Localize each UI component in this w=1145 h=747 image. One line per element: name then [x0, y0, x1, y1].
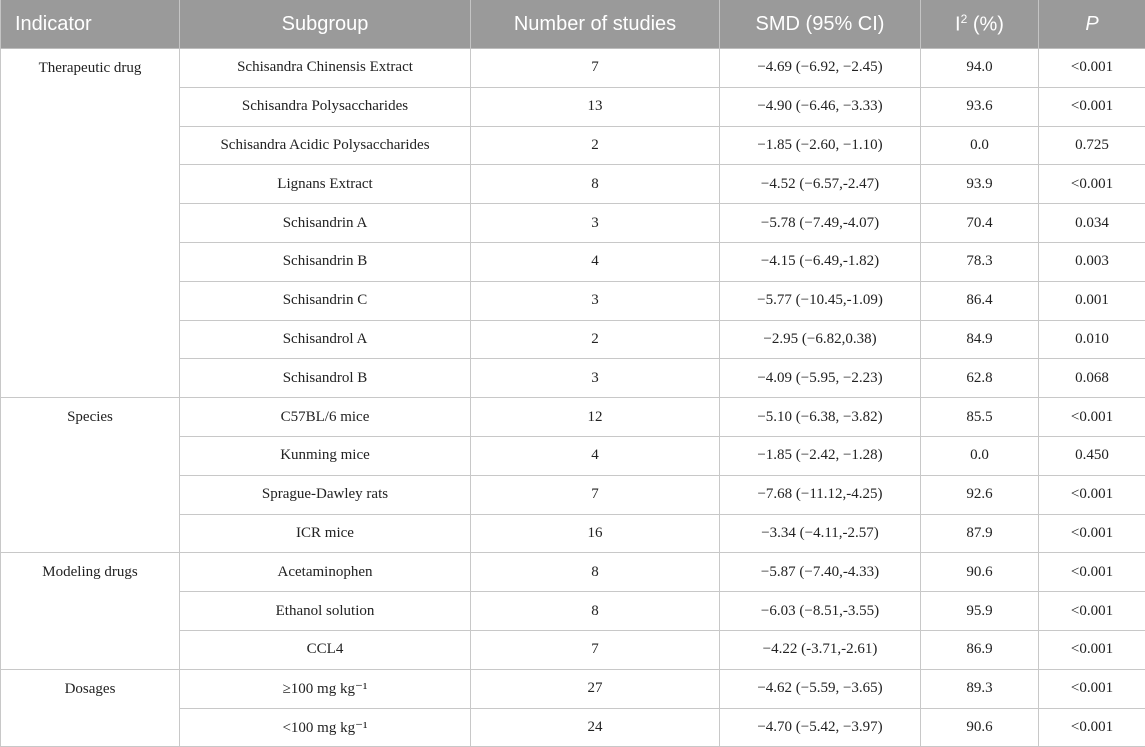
smd-cell: −4.15 (−6.49,-1.82) — [720, 242, 921, 281]
table-header — [1, 0, 1145, 49]
header-row — [1, 0, 1145, 49]
studies-cell: 8 — [471, 592, 720, 631]
smd-cell: −7.68 (−11.12,-4.25) — [720, 475, 921, 514]
table-body — [1, 49, 1145, 747]
studies-cell: 7 — [471, 630, 720, 669]
subgroup-cell: Kunming mice — [180, 436, 471, 475]
p-value-cell: 0.034 — [1039, 204, 1145, 243]
i2-cell: 86.9 — [921, 630, 1039, 669]
studies-cell: 12 — [471, 398, 720, 437]
smd-cell: −4.22 (-3.71,-2.61) — [720, 630, 921, 669]
subgroup-cell: Schisandrin C — [180, 281, 471, 320]
subgroup-cell: Ethanol solution — [180, 592, 471, 631]
studies-cell: 4 — [471, 436, 720, 475]
subgroup-cell: CCL4 — [180, 630, 471, 669]
subgroup-cell: Schisandrin A — [180, 204, 471, 243]
subgroup-cell: C57BL/6 mice — [180, 398, 471, 437]
i2-cell: 70.4 — [921, 204, 1039, 243]
smd-cell: −4.90 (−6.46, −3.33) — [720, 87, 921, 126]
table-row — [1, 49, 1145, 88]
header-i2-unit: (%) — [967, 13, 1004, 35]
p-value-cell: <0.001 — [1039, 592, 1145, 631]
subgroup-cell: Schisandrin B — [180, 242, 471, 281]
i2-cell: 95.9 — [921, 592, 1039, 631]
i2-cell: 0.0 — [921, 126, 1039, 165]
studies-cell: 7 — [471, 475, 720, 514]
p-value-cell: <0.001 — [1039, 49, 1145, 88]
subgroup-cell: Lignans Extract — [180, 165, 471, 204]
header-p-value — [1039, 0, 1145, 49]
header-number-of-studies: Number of studies — [471, 0, 720, 49]
studies-cell: 2 — [471, 320, 720, 359]
studies-cell: 8 — [471, 165, 720, 204]
subgroup-cell: <100 mg kg⁻¹ — [180, 708, 471, 747]
p-value-cell: 0.068 — [1039, 359, 1145, 398]
smd-cell: −5.77 (−10.45,-1.09) — [720, 281, 921, 320]
p-value-cell: <0.001 — [1039, 553, 1145, 592]
subgroup-cell: Schisandrol B — [180, 359, 471, 398]
smd-cell: −6.03 (−8.51,-3.55) — [720, 592, 921, 631]
i2-cell: 90.6 — [921, 708, 1039, 747]
smd-cell: −1.85 (−2.42, −1.28) — [720, 436, 921, 475]
subgroup-cell: Schisandra Chinensis Extract — [180, 49, 471, 88]
subgroup-cell: Acetaminophen — [180, 553, 471, 592]
studies-cell: 24 — [471, 708, 720, 747]
p-value-cell: 0.010 — [1039, 320, 1145, 359]
header-smd: SMD (95% CI) — [720, 0, 921, 49]
studies-cell: 3 — [471, 359, 720, 398]
p-value-cell: <0.001 — [1039, 708, 1145, 747]
smd-cell: −1.85 (−2.60, −1.10) — [720, 126, 921, 165]
i2-cell: 94.0 — [921, 49, 1039, 88]
studies-cell: 13 — [471, 87, 720, 126]
i2-cell: 0.0 — [921, 436, 1039, 475]
studies-cell: 4 — [471, 242, 720, 281]
p-value-cell: <0.001 — [1039, 669, 1145, 708]
subgroup-cell: Sprague-Dawley rats — [180, 475, 471, 514]
i2-cell: 62.8 — [921, 359, 1039, 398]
header-i2-superscript: 2 — [961, 12, 968, 26]
smd-cell: −5.10 (−6.38, −3.82) — [720, 398, 921, 437]
indicator-cell: Dosages — [1, 669, 180, 747]
indicator-cell: Therapeutic drug — [1, 49, 180, 398]
header-subgroup: Subgroup — [180, 0, 471, 49]
header-i2-base: I — [955, 13, 961, 35]
p-value-cell: 0.450 — [1039, 436, 1145, 475]
studies-cell: 2 — [471, 126, 720, 165]
p-value-cell: 0.001 — [1039, 281, 1145, 320]
p-value-cell: <0.001 — [1039, 475, 1145, 514]
subgroup-cell: Schisandra Acidic Polysaccharides — [180, 126, 471, 165]
i2-cell: 89.3 — [921, 669, 1039, 708]
smd-cell: −4.62 (−5.59, −3.65) — [720, 669, 921, 708]
studies-cell: 7 — [471, 49, 720, 88]
table-row — [1, 553, 1145, 592]
smd-cell: −4.69 (−6.92, −2.45) — [720, 49, 921, 88]
p-value-cell: <0.001 — [1039, 398, 1145, 437]
studies-cell: 8 — [471, 553, 720, 592]
i2-cell: 92.6 — [921, 475, 1039, 514]
p-value-cell: <0.001 — [1039, 514, 1145, 553]
p-value-cell: 0.003 — [1039, 242, 1145, 281]
subgroup-cell: Schisandra Polysaccharides — [180, 87, 471, 126]
table-row — [1, 398, 1145, 437]
i2-cell: 90.6 — [921, 553, 1039, 592]
smd-cell: −5.87 (−7.40,-4.33) — [720, 553, 921, 592]
i2-cell: 87.9 — [921, 514, 1039, 553]
indicator-cell: Species — [1, 398, 180, 553]
p-value-cell: <0.001 — [1039, 630, 1145, 669]
subgroup-cell: ≥100 mg kg⁻¹ — [180, 669, 471, 708]
header-i2 — [921, 0, 1039, 49]
p-value-cell: 0.725 — [1039, 126, 1145, 165]
p-value-cell: <0.001 — [1039, 165, 1145, 204]
indicator-cell: Modeling drugs — [1, 553, 180, 669]
subgroup-cell: Schisandrol A — [180, 320, 471, 359]
smd-cell: −4.52 (−6.57,-2.47) — [720, 165, 921, 204]
subgroup-cell: ICR mice — [180, 514, 471, 553]
header-indicator: Indicator — [1, 0, 180, 49]
p-value-cell: <0.001 — [1039, 87, 1145, 126]
i2-cell: 93.9 — [921, 165, 1039, 204]
smd-cell: −3.34 (−4.11,-2.57) — [720, 514, 921, 553]
studies-cell: 3 — [471, 281, 720, 320]
studies-cell: 3 — [471, 204, 720, 243]
header-p-label: P — [1085, 13, 1098, 35]
smd-cell: −2.95 (−6.82,0.38) — [720, 320, 921, 359]
smd-cell: −4.70 (−5.42, −3.97) — [720, 708, 921, 747]
i2-cell: 85.5 — [921, 398, 1039, 437]
smd-cell: −5.78 (−7.49,-4.07) — [720, 204, 921, 243]
i2-cell: 93.6 — [921, 87, 1039, 126]
i2-cell: 78.3 — [921, 242, 1039, 281]
i2-cell: 84.9 — [921, 320, 1039, 359]
i2-cell: 86.4 — [921, 281, 1039, 320]
studies-cell: 16 — [471, 514, 720, 553]
table-row — [1, 669, 1145, 708]
studies-cell: 27 — [471, 669, 720, 708]
smd-cell: −4.09 (−5.95, −2.23) — [720, 359, 921, 398]
